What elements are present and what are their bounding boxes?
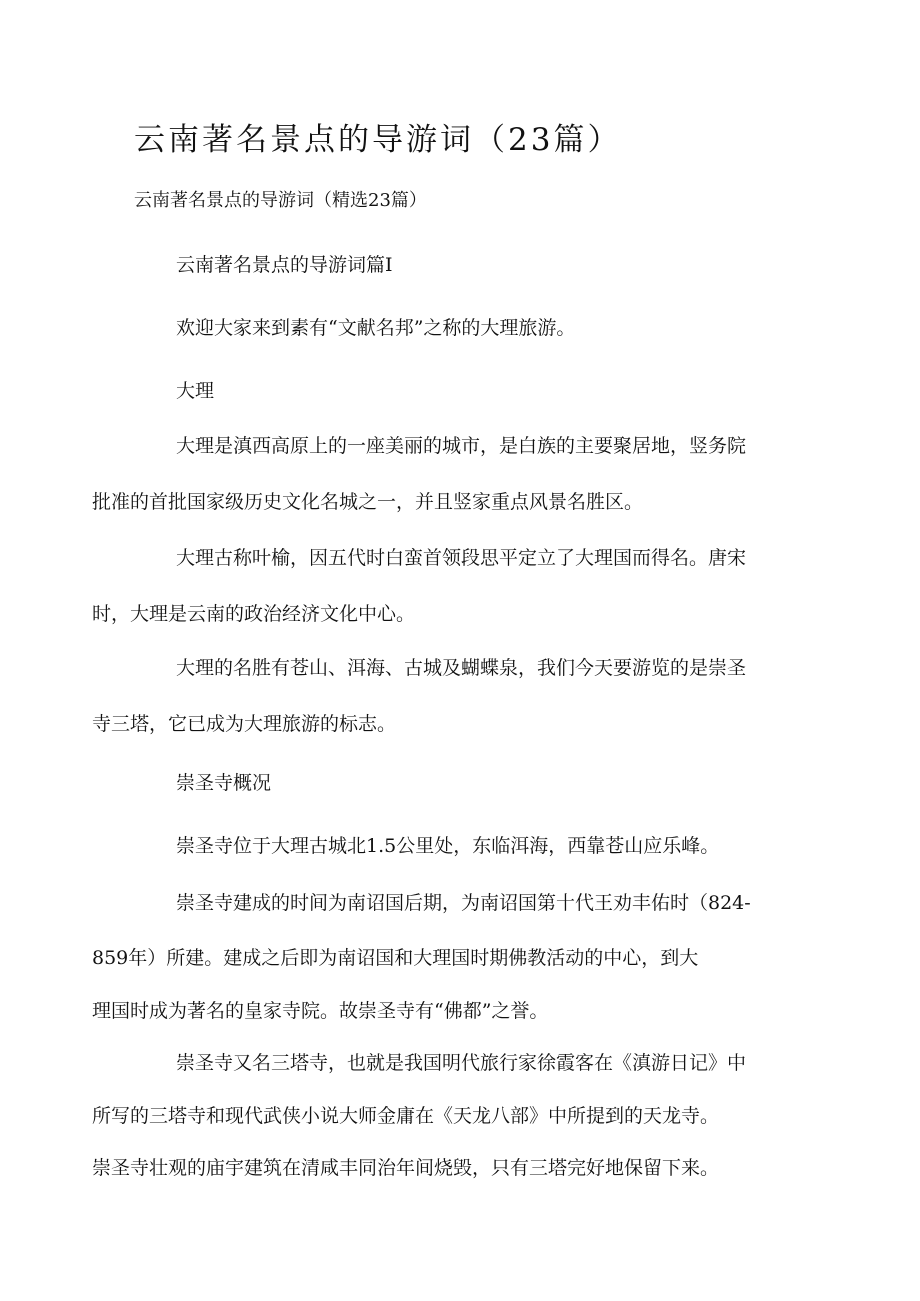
paragraph-chongsheng-built <box>92 875 794 1037</box>
paragraph-chongsheng-name <box>92 1036 794 1194</box>
paragraph-line: 大理的名胜有苍山、洱海、古城及蝴蝶泉，我们今天要游览的是崇圣 <box>176 657 747 679</box>
heading-chongsheng: 崇圣寺概况 <box>176 772 272 794</box>
paragraph-line: 所写的三塔寺和现代武侠小说大师金庸在《天龙八部》中所提到的天龙寺。 <box>92 1105 720 1127</box>
paragraph-dali-history <box>92 530 794 642</box>
paragraph-line: 理国时成为著名的皇家寺院。故崇圣寺有“佛都”之誉。 <box>92 1000 549 1022</box>
paragraph-line: 批准的首批国家级历史文化名城之一，并且竖家重点风景名胜区。 <box>92 491 644 513</box>
document-subtitle: 云南著名景点的导游词（精选23篇） <box>134 190 427 211</box>
heading-dali: 大理 <box>176 380 215 402</box>
section-heading: 云南著名景点的导游词篇I <box>176 254 393 276</box>
paragraph-dali-sights <box>92 640 794 752</box>
paragraph-line: 崇圣寺又名三塔寺，也就是我国明代旅行家徐霞客在《滇游日记》中 <box>176 1052 747 1074</box>
paragraph-line: 大理古称叶榆，因五代时白蛮首领段思平定立了大理国而得名。唐宋 <box>176 547 747 569</box>
paragraph-line: 时，大理是云南的政治经济文化中心。 <box>92 603 416 625</box>
paragraph-line: 859年）所建。建成之后即为南诏国和大理国时期佛教活动的中心，到大 <box>92 947 699 969</box>
paragraph-line: 崇圣寺建成的时间为南诏国后期，为南诏国第十代王劝丰佑时（824- <box>176 892 751 914</box>
paragraph-line: 崇圣寺壮观的庙宇建筑在清咸丰同治年间烧毁，只有三塔完好地保留下来。 <box>92 1157 720 1179</box>
paragraph-welcome: 欢迎大家来到素有“文献名邦”之称的大理旅游。 <box>176 317 576 339</box>
paragraph-line: 寺三塔，它已成为大理旅游的标志。 <box>92 713 397 735</box>
paragraph-line: 大理是滇西高原上的一座美丽的城市，是白族的主要聚居地，竖务院 <box>176 435 747 457</box>
paragraph-chongsheng-location: 崇圣寺位于大理古城北1.5公里处，东临洱海，西靠苍山应乐峰。 <box>176 835 720 857</box>
paragraph-dali-intro <box>92 418 794 530</box>
page-title: 云南著名景点的导游词（23篇） <box>134 122 622 158</box>
